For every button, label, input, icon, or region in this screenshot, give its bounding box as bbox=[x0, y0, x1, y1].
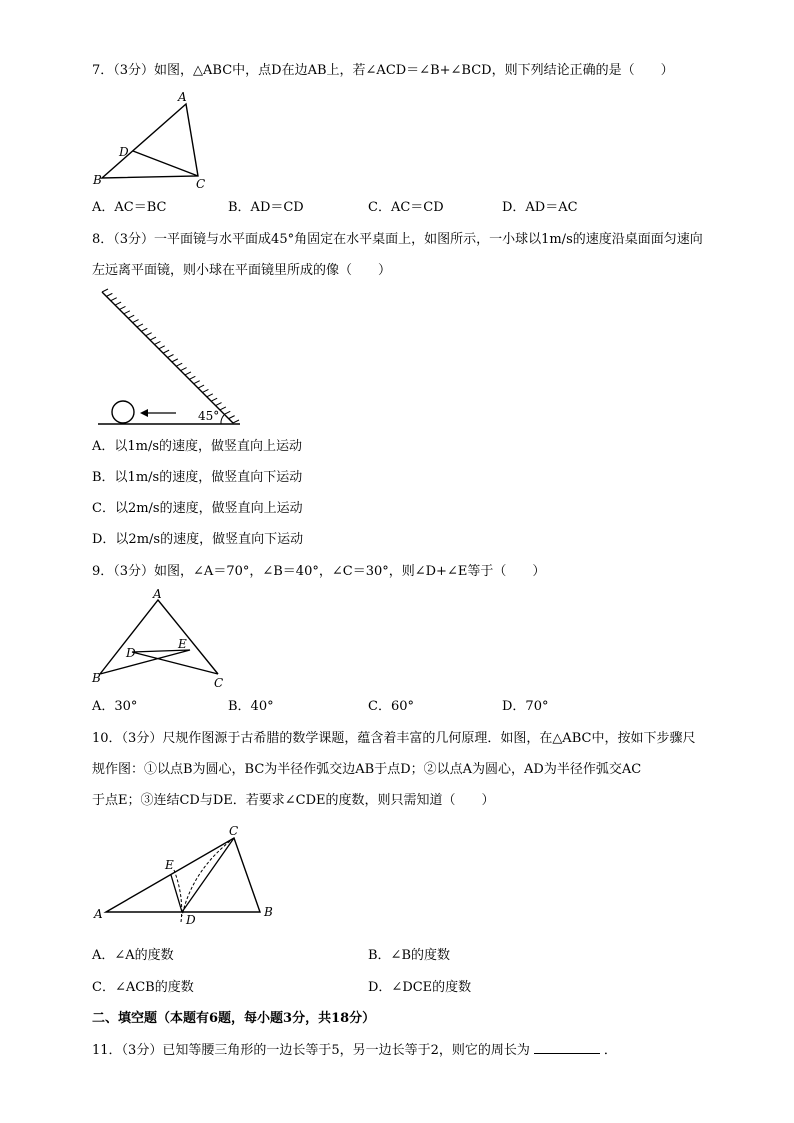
q8-hatch-mark bbox=[141, 328, 147, 331]
q8-hatch-mark bbox=[119, 306, 125, 309]
q7-option-b: B．AD＝CD bbox=[228, 200, 304, 215]
q8-option-d: D．以2m/s的速度，做竖直向下运动 bbox=[92, 532, 304, 547]
q8-ball bbox=[112, 401, 134, 423]
q7-label-b: B bbox=[93, 173, 102, 187]
q7-label-c: C bbox=[196, 177, 206, 191]
section-title-fill-in: 二、填空题（本题有6题，每小题3分，共18分） bbox=[92, 1011, 376, 1026]
q8-hatch-mark bbox=[106, 293, 112, 296]
q10-triangle-abc bbox=[106, 838, 260, 912]
q8-option-a: A．以1m/s的速度，做竖直向上运动 bbox=[92, 439, 303, 454]
q8-hatch-mark bbox=[146, 333, 152, 336]
q11-answer-blank[interactable] bbox=[534, 1041, 600, 1054]
q9-inner-zigzag bbox=[100, 650, 218, 674]
q7-option-d: D．AD＝AC bbox=[502, 200, 578, 215]
q10-option-d: D．∠DCE的度数 bbox=[368, 980, 472, 995]
q10-label-b: B bbox=[264, 905, 273, 919]
q8-hatch-mark bbox=[181, 368, 187, 371]
q8-hatch-mark bbox=[185, 372, 191, 375]
q10-label-d: D bbox=[186, 913, 196, 927]
q8-hatch-mark bbox=[150, 337, 156, 340]
q8-mirror-hatching bbox=[102, 289, 239, 423]
q9-label-a: A bbox=[153, 587, 162, 601]
q7-option-c: C．AC＝CD bbox=[368, 200, 444, 215]
q8-option-b: B．以1m/s的速度，做竖直向下运动 bbox=[92, 470, 303, 485]
q9-label-c: C bbox=[214, 676, 224, 690]
q9-outer-sides bbox=[100, 600, 218, 674]
q11-stem: 11．（3分）已知等腰三角形的一边长等于5，另一边长等于2，则它的周长为 bbox=[92, 1043, 530, 1058]
q8-hatch-mark bbox=[124, 311, 130, 314]
q8-hatch-mark bbox=[128, 315, 134, 318]
q9-label-e: E bbox=[178, 637, 187, 651]
q8-hatch-mark bbox=[220, 407, 226, 410]
q8-hatch-mark bbox=[211, 398, 217, 401]
q8-stem-line1: 8．（3分）一平面镜与水平面成45°角固定在水平桌面上，如图所示，一小球以1m/s的速度沿桌面面匀速向 bbox=[92, 232, 703, 247]
q8-hatch-mark bbox=[229, 416, 235, 419]
q8-hatch-mark bbox=[111, 298, 117, 301]
q10-option-c: C．∠ACB的度数 bbox=[92, 980, 194, 995]
q7-figure bbox=[90, 88, 220, 193]
q8-hatch-mark bbox=[133, 320, 139, 323]
q8-hatch-mark bbox=[207, 394, 213, 397]
q10-option-a: A．∠A的度数 bbox=[92, 948, 174, 963]
q7-segment-cd bbox=[133, 151, 198, 176]
q8-angle-arc bbox=[221, 415, 224, 424]
q9-label-b: B bbox=[92, 671, 101, 685]
q7-label-d: D bbox=[119, 145, 129, 159]
q8-hatch-mark bbox=[163, 350, 169, 353]
q8-figure bbox=[90, 286, 250, 431]
q8-hatch-mark bbox=[198, 385, 204, 388]
q9-figure bbox=[90, 586, 240, 691]
q10-label-e: E bbox=[165, 858, 174, 872]
q10-segment-de bbox=[171, 875, 182, 912]
q8-hatch-mark bbox=[202, 389, 208, 392]
q8-hatch-mark bbox=[224, 411, 230, 414]
q8-hatch-mark bbox=[137, 324, 143, 327]
q9-label-d: D bbox=[126, 646, 136, 660]
q8-hatch-mark bbox=[115, 302, 121, 305]
q8-hatch-mark bbox=[154, 341, 160, 344]
q8-hatch-mark bbox=[102, 289, 108, 292]
q10-label-a: A bbox=[94, 907, 103, 921]
q8-hatch-mark bbox=[168, 355, 174, 358]
q10-label-c: C bbox=[229, 824, 239, 838]
q8-option-c: C．以2m/s的速度，做竖直向上运动 bbox=[92, 501, 303, 516]
q10-segment-cd bbox=[182, 838, 234, 912]
q8-hatch-mark bbox=[176, 363, 182, 366]
q8-hatch-mark bbox=[233, 420, 239, 423]
q11-end: ． bbox=[603, 1043, 617, 1058]
q10-stem-line3: 于点E；③连结CD与DE．若要求∠CDE的度数，则只需知道（ ） bbox=[92, 793, 495, 808]
q8-hatch-mark bbox=[216, 403, 222, 406]
q9-option-c: C．60° bbox=[368, 699, 414, 714]
q7-label-a: A bbox=[178, 90, 187, 104]
q9-option-b: B．40° bbox=[228, 699, 274, 714]
q8-angle-label: 45° bbox=[198, 409, 220, 423]
q10-figure bbox=[90, 818, 290, 930]
q9-option-a: A．30° bbox=[92, 699, 138, 714]
q9-stem: 9．（3分）如图，∠A＝70°，∠B＝40°，∠C＝30°，则∠D+∠E等于（ ） bbox=[92, 564, 546, 579]
q11-line bbox=[92, 1041, 617, 1060]
q8-hatch-mark bbox=[159, 346, 165, 349]
q7-stem: 7．（3分）如图，△ABC中，点D在边AB上，若∠ACD＝∠B+∠BCD，则下列结论正确的是（ ） bbox=[92, 63, 674, 78]
q8-stem-line2: 左远离平面镜，则小球在平面镜里所成的像（ ） bbox=[92, 263, 392, 278]
q10-stem-line2: 规作图：①以点B为圆心，BC为半径作弧交边AB于点D；②以点A为圆心，AD为半径作弧交AC bbox=[92, 762, 642, 777]
q8-hatch-mark bbox=[189, 376, 195, 379]
q8-hatch-mark bbox=[172, 359, 178, 362]
q8-arrow-head bbox=[140, 409, 148, 417]
q10-option-b: B．∠B的度数 bbox=[368, 948, 450, 963]
q7-triangle-abc bbox=[102, 104, 198, 178]
q9-option-d: D．70° bbox=[502, 699, 549, 714]
q7-option-a: A．AC＝BC bbox=[92, 200, 167, 215]
q10-stem-line1: 10．（3分）尺规作图源于古希腊的数学课题，蕴含着丰富的几何原理．如图，在△ABC中，按如下步骤尺 bbox=[92, 731, 696, 746]
q8-hatch-mark bbox=[194, 381, 200, 384]
